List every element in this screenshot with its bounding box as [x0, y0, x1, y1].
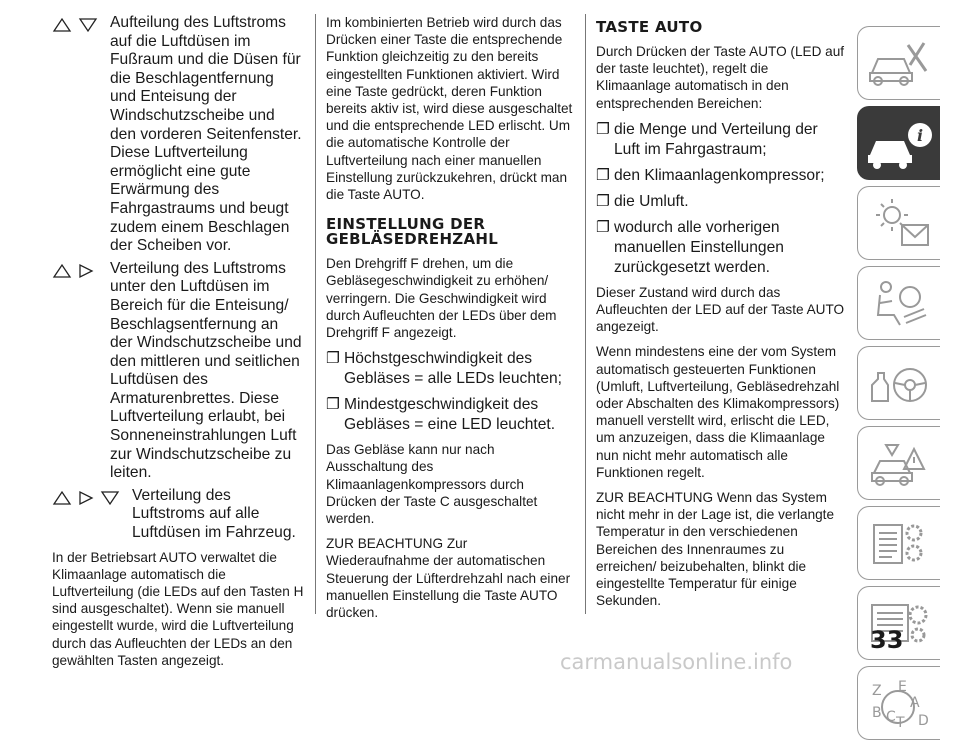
bullet-text: wodurch alle vorherigen manuellen Einstellungen zurückgesetzt werden.: [614, 218, 784, 276]
index-letter: E: [898, 679, 907, 695]
bullet-max-speed: [326, 349, 574, 389]
bullet-compressor: [596, 166, 846, 186]
tab-breakdown-car[interactable]: [857, 426, 940, 500]
auto-intro-paragraph: Durch Drücken der Taste AUTO (LED auf der taste leuchtet), regelt die Klimaanlage automatisch in den entsprechenden Bereichen:: [596, 44, 845, 111]
airflow-item-floor-defrost: [52, 14, 304, 256]
index-letter: D: [918, 713, 929, 729]
bullet-text: Höchstgeschwindigkeit des Gebläses = alle LEDs leuchten;: [344, 350, 563, 388]
warning-lights-icon: [864, 195, 934, 251]
steering-wheel-icon: [864, 355, 934, 411]
tab-maintenance[interactable]: [857, 506, 940, 580]
airflow-icons-3: [52, 487, 132, 506]
manual-override-paragraph: Wenn mindestens eine der vom System automatisch gesteuerten Funktionen (Umluft, Luftverteilung, Gebläsedrehzahl oder Abschalten des Klimakompressors) manuell verstellt wird, erlischt die LED, um anzuzeigen, dass die Klimaanlage nun nicht mehr automatisch alle Funktionen regelt.: [596, 344, 840, 480]
car-key-tools-icon: [864, 35, 934, 91]
tab-car-info[interactable]: [857, 106, 940, 180]
car-info-icon: [864, 115, 934, 171]
note-paragraph: ZUR BEACHTUNG Wenn das System nicht mehr in der Lage ist, die verlangte Temperatur in den verschiedenen Bereichen des Innenraumes zu erreichen/ beizubehalten, blinkt die eingestellte Temperatur für einige Sekunden.: [596, 490, 835, 609]
vent-down-left-icon: [52, 17, 72, 33]
checkbox-bullet-icon: ❐: [596, 120, 610, 138]
index-letter: C: [886, 709, 896, 725]
airflow-item-1-text: Aufteilung des Luftstroms auf die Luftdüsen im Fußraum und die Düsen für die Beschlagentfernung und Enteisung der Windschutzscheibe und den vorderen Seitenfenster. Diese Luftverteilung ermöglicht eine gute Erwärmung des Fahrgastraums und beugt zudem einem Beschlagen der Scheiben vor.: [110, 14, 302, 255]
airflow-icons-1: [52, 14, 110, 33]
page-number: 33: [870, 626, 904, 654]
combined-mode-paragraph: Im kombinierten Betrieb wird durch das Drücken einer Taste die entsprechende Funktion gleichzeitig zu den bereits eingestellten Funktionen aktiviert. Wird eine Taste gedrückt, deren Funktion bereits aktiv ist, wird diese ausgeschaltet und die entsprechende LED erlischt. Um die automatische Kontrolle der Luftverteilung nach einer manuellen Einstellung zurückzukehren, drückt man die Taste AUTO.: [326, 15, 573, 203]
vent-right-icon: [78, 490, 94, 506]
alphabetical-index-icon: [864, 675, 934, 731]
vent-down-icon: [100, 490, 120, 506]
auto-mode-paragraph: In der Betriebsart AUTO verwaltet die Klimaanlage automatisch die Luftverteilung (die LEDs auf den Tasten H sind ausgeschaltet). Wenn sie manuell eingestellt wurde, wird die Luftverteilung durch das Aufleuchten der LEDs an den gewählten Tasten angezeigt.: [52, 549, 304, 668]
vent-right-icon: [78, 263, 94, 279]
maintenance-gear-icon: [864, 515, 934, 571]
tab-warning-lights[interactable]: [857, 186, 940, 260]
svg-text:i: i: [916, 126, 924, 145]
tab-airbag-seat[interactable]: [857, 266, 940, 340]
checkbox-bullet-icon: ❐: [326, 350, 340, 368]
index-letter: A: [910, 695, 920, 711]
bullet-air-amount: [596, 120, 846, 160]
airflow-item-3-text: Verteilung des Luftstroms auf alle Luftdüsen im Fahrzeug.: [132, 486, 296, 542]
column-divider-2: [585, 14, 586, 614]
checkbox-bullet-icon: ❐: [596, 166, 610, 184]
tab-steering-wheel[interactable]: [857, 346, 940, 420]
column-right: [596, 14, 846, 617]
checkbox-bullet-icon: ❐: [596, 192, 610, 210]
index-letter: Z: [872, 683, 882, 699]
column-middle: [326, 14, 574, 629]
led-state-paragraph: Dieser Zustand wird durch das Aufleuchten der LED auf der Taste AUTO angezeigt.: [596, 284, 845, 335]
note-paragraph: ZUR BEACHTUNG Zur Wiederaufnahme der automatischen Steuerung der Lüfterdrehzahl nach einer manuellen Einstellung die Taste AUTO drücken.: [326, 536, 571, 621]
breakdown-car-icon: [864, 435, 934, 491]
tab-alphabetical-index[interactable]: [857, 666, 940, 740]
tab-car-key-tools[interactable]: [857, 26, 940, 100]
bullet-text: die Umluft.: [614, 192, 689, 210]
bullet-min-speed: [326, 395, 574, 435]
airflow-item-all: [52, 487, 304, 543]
column-left: [52, 14, 304, 677]
airflow-item-defrost-center: [52, 260, 304, 483]
bullet-text: Mindestgeschwindigkeit des Gebläses = eine LED leuchtet.: [344, 396, 556, 434]
bullet-text: die Menge und Verteilung der Luft im Fahrgastraum;: [614, 120, 818, 158]
bullet-recirculation: [596, 192, 846, 212]
bullet-reset: [596, 218, 846, 278]
index-letter: B: [872, 705, 882, 721]
column-divider-1: [315, 14, 316, 614]
vent-up-icon: [52, 490, 72, 506]
fan-off-paragraph: Das Gebläse kann nur nach Ausschaltung des Klimaanlagenkompressors durch Drücken der Taste C ausgeschaltet werden.: [326, 442, 538, 527]
bullet-text: den Klimaanlagenkompressor;: [614, 166, 825, 184]
watermark: carmanualsonline.info: [560, 650, 793, 674]
checkbox-bullet-icon: ❐: [326, 396, 340, 414]
airflow-icons-2: [52, 260, 110, 279]
fan-knob-paragraph: Den Drehgriff F drehen, um die Gebläsegeschwindigkeit zu erhöhen/ verringern. Die Geschwindigkeit wird durch Aufleuchten der LEDs über dem Drehgriff F angezeigt.: [326, 256, 557, 341]
vent-down-icon: [78, 17, 98, 33]
fan-speed-heading: EINSTELLUNG DER GEBLÄSEDREHZAHL: [326, 215, 499, 249]
airflow-item-2-text: Verteilung des Luftstroms unter den Luftdüsen im Bereich für die Enteisung/ Beschlagsentfernung an der Windschutzscheibe und den mittleren und seitlichen Luftdüsen des Armaturenbrettes. Diese Luftverteilung erlaubt, bei Sonneneinstrahlungen Luft zur Windschutzscheibe zu leiten.: [110, 259, 302, 482]
airbag-seat-icon: [864, 275, 934, 331]
index-letter: T: [896, 715, 905, 731]
checkbox-bullet-icon: ❐: [596, 218, 610, 236]
vent-up-icon: [52, 263, 72, 279]
auto-button-heading: TASTE AUTO: [596, 18, 703, 36]
